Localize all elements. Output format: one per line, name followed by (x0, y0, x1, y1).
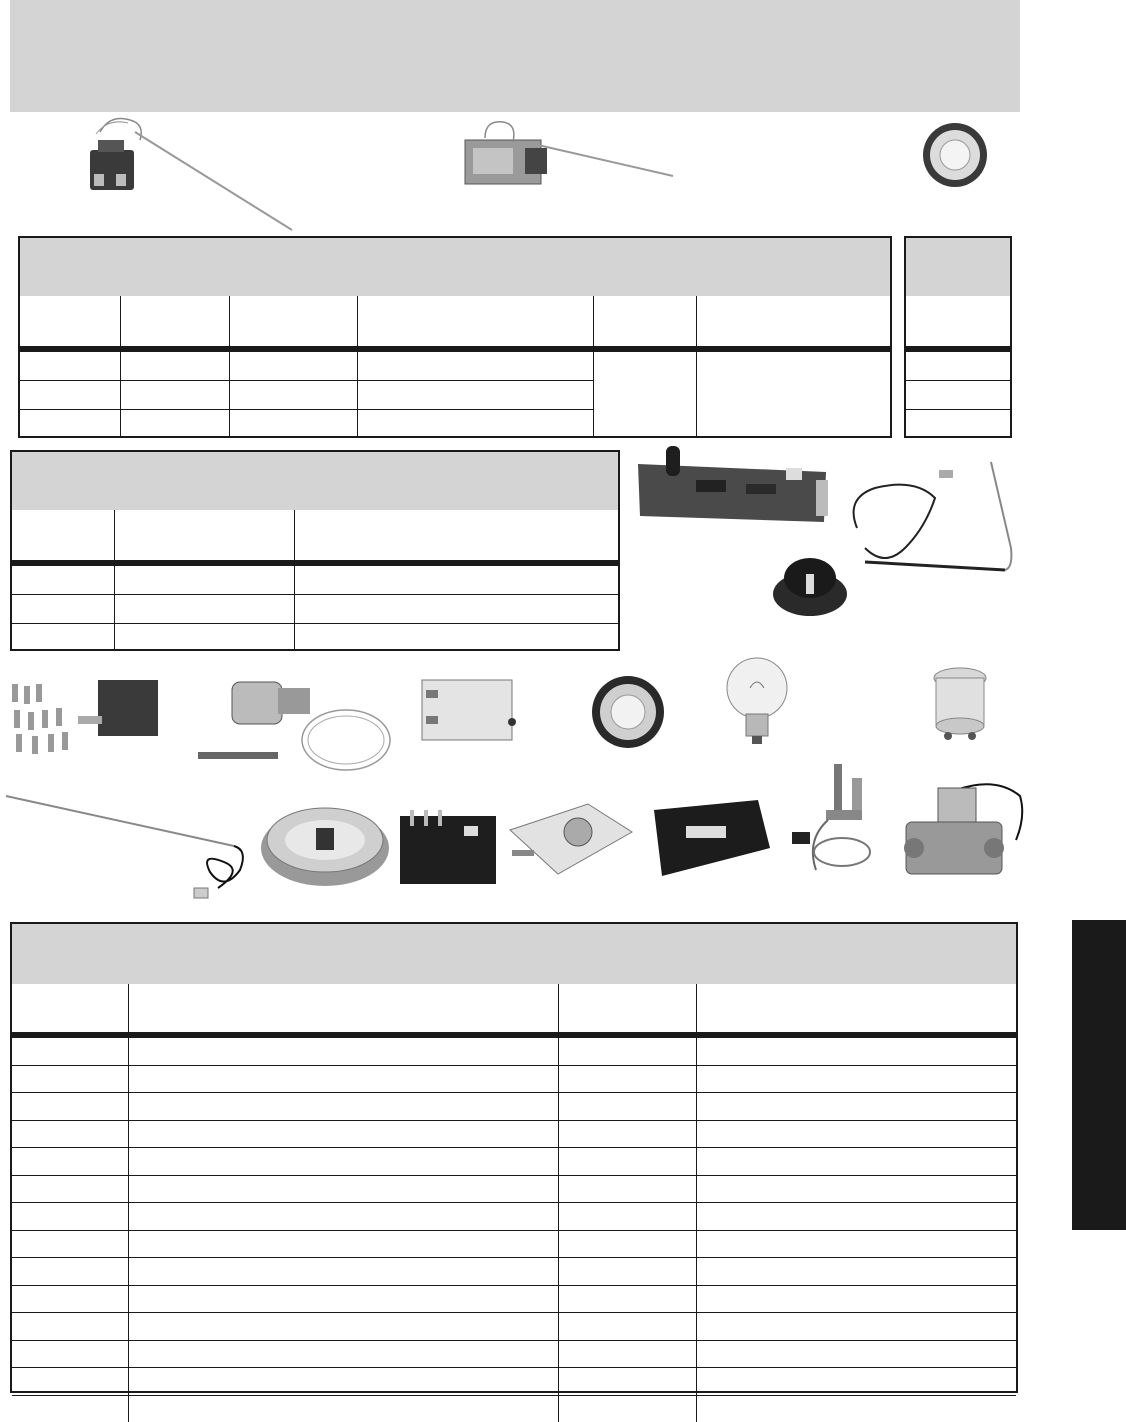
table-row (12, 1065, 1016, 1093)
table-cell (12, 1038, 128, 1065)
table-row (12, 1092, 1016, 1120)
table-cell (558, 1313, 696, 1340)
parts-table-header (12, 984, 1016, 1032)
hi-limit-thermostat-photo (196, 664, 396, 776)
table-cell (696, 1176, 1016, 1203)
table-cell (128, 1176, 558, 1203)
dial-knob-photo (920, 122, 990, 188)
light-bulb-photo (722, 656, 792, 748)
table-cell (696, 1258, 1016, 1285)
table-cell (12, 1176, 128, 1203)
table-cell (558, 1203, 696, 1230)
control-board-photo (636, 444, 836, 524)
knob-photo (770, 550, 850, 620)
table-cell (12, 1231, 128, 1258)
table-cell (128, 1093, 558, 1120)
table-cell (696, 1038, 1016, 1065)
table-cell (558, 1258, 696, 1285)
table-cell (12, 1093, 128, 1120)
table-row (12, 1175, 1016, 1203)
table-cell (128, 1203, 558, 1230)
thermostat-table (18, 236, 892, 438)
table-row (906, 352, 1010, 380)
table-cell (696, 1368, 1016, 1395)
table-cell (12, 1121, 128, 1148)
parts-table (10, 922, 1018, 1393)
table-row (12, 594, 618, 623)
table-cell (128, 1286, 558, 1313)
table-cell (558, 1038, 696, 1065)
table-cell (696, 1093, 1016, 1120)
table-cell (696, 1231, 1016, 1258)
table-cell (12, 1368, 128, 1395)
table-cell (696, 1313, 1016, 1340)
table-row (906, 409, 1010, 438)
table-cell (558, 1121, 696, 1148)
table-cell (12, 1396, 128, 1422)
table-cell (12, 1258, 128, 1285)
table-row (12, 1285, 1016, 1313)
selector-board-photo (508, 800, 634, 880)
knob-table-title (906, 238, 1010, 296)
table-cell (128, 1121, 558, 1148)
table-cell (558, 1231, 696, 1258)
control-board-table (10, 450, 620, 651)
probe-sensor-photo (845, 458, 1025, 578)
table-cell (128, 1258, 558, 1285)
table-row (12, 1395, 1016, 1422)
table-row (12, 1340, 1016, 1368)
thermostat-bulb-photo (455, 118, 680, 190)
ignition-module-photo (420, 678, 520, 744)
table-cell (558, 1396, 696, 1422)
table-row (12, 1230, 1016, 1258)
table-row (12, 1367, 1016, 1395)
knob-table (904, 236, 1012, 438)
table-cell (696, 1286, 1016, 1313)
table-cell (558, 1341, 696, 1368)
table-cell (128, 1396, 558, 1422)
thermostat-table-header (20, 296, 890, 346)
table-cell (128, 1066, 558, 1093)
table-cell (128, 1313, 558, 1340)
table-cell (128, 1368, 558, 1395)
table-row (906, 380, 1010, 409)
control-board-table-title (12, 452, 618, 510)
table-cell (12, 1148, 128, 1175)
table-cell (558, 1093, 696, 1120)
table-cell (558, 1286, 696, 1313)
table-cell (128, 1148, 558, 1175)
table-cell (696, 1066, 1016, 1093)
table-cell (558, 1368, 696, 1395)
thermostat-table-title (20, 238, 890, 296)
table-cell (696, 1121, 1016, 1148)
lamp-socket-photo (930, 664, 990, 744)
table-cell (12, 1286, 128, 1313)
thermostat-capillary-photo (70, 112, 300, 234)
table-row (12, 1147, 1016, 1175)
table-cell (558, 1066, 696, 1093)
table-cell (128, 1231, 558, 1258)
table-row (12, 1202, 1016, 1230)
blower-wheel-photo (258, 796, 392, 888)
table-cell (696, 1203, 1016, 1230)
table-row (12, 566, 618, 594)
table-cell (696, 1148, 1016, 1175)
table-cell (128, 1038, 558, 1065)
relay-photo (396, 808, 502, 888)
table-row (12, 623, 618, 651)
table-row (20, 409, 593, 438)
table-row (12, 1120, 1016, 1148)
switch-terminals-photo (6, 672, 166, 762)
temperature-probe-photo (4, 792, 250, 904)
spark-module-photo (646, 796, 774, 882)
table-cell (558, 1148, 696, 1175)
merged-cell (593, 352, 696, 436)
control-board-table-header (12, 510, 618, 560)
parts-table-body (12, 1038, 1016, 1422)
gas-valve-photo (896, 776, 1026, 886)
table-row (12, 1257, 1016, 1285)
table-row (20, 352, 593, 380)
table-cell (12, 1066, 128, 1093)
table-cell (12, 1341, 128, 1368)
table-row (12, 1312, 1016, 1340)
table-cell (128, 1341, 558, 1368)
section-index-tab (1072, 920, 1126, 1230)
table-row (20, 380, 593, 409)
parts-table-title (12, 924, 1016, 984)
merged-cell (696, 352, 890, 436)
pilot-assembly-photo (786, 760, 886, 884)
table-cell (12, 1203, 128, 1230)
table-cell (558, 1176, 696, 1203)
table-cell (12, 1313, 128, 1340)
table-row (12, 1038, 1016, 1065)
table-cell (696, 1396, 1016, 1422)
table-cell (696, 1341, 1016, 1368)
page-header-banner (10, 0, 1020, 112)
off-low-high-knob-photo (588, 674, 668, 750)
knob-table-header (906, 296, 1010, 346)
